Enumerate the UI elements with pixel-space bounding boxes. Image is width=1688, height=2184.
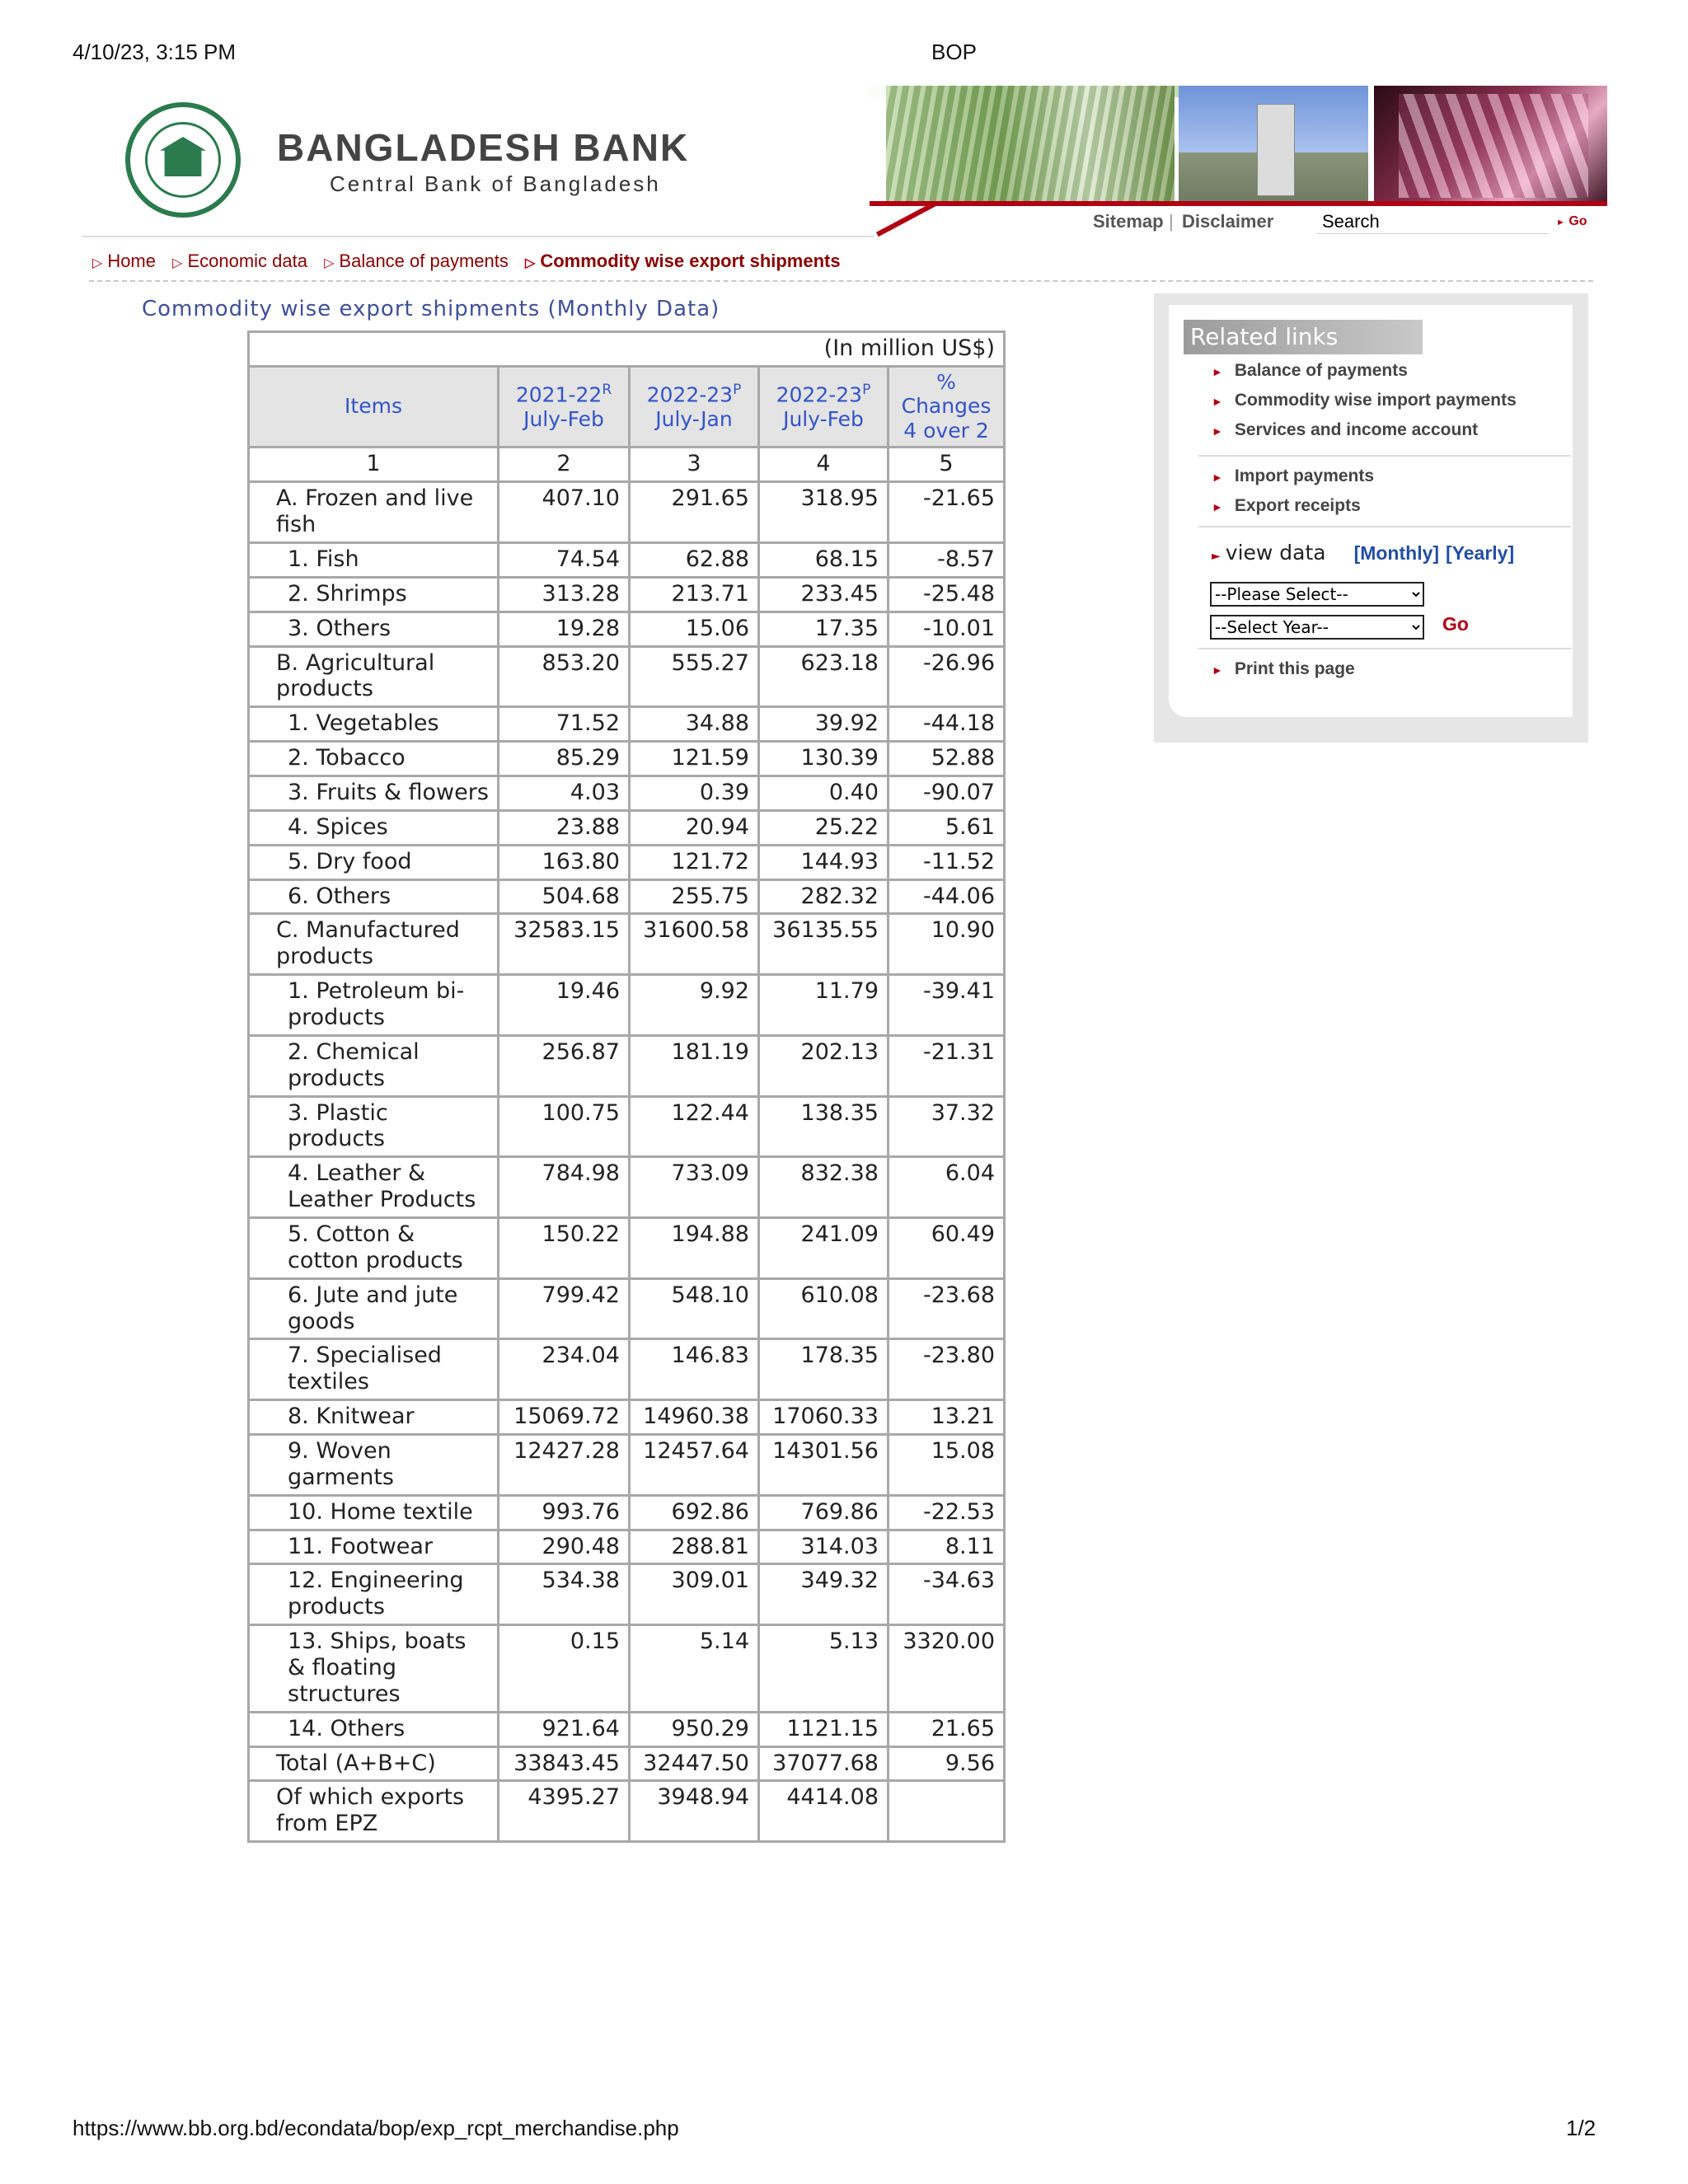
triangle-right-icon: ▷ [324, 256, 335, 270]
row-value: 194.88 [630, 1217, 759, 1278]
row-value: 62.88 [630, 542, 759, 577]
row-item-label: 8. Knitwear [249, 1400, 499, 1435]
table-row [249, 1035, 1005, 1096]
triangle-right-icon: ► [1212, 424, 1223, 438]
table-row [249, 845, 1005, 879]
print-page-number: 1/2 [1566, 2116, 1597, 2140]
row-value: 19.46 [499, 975, 630, 1036]
row-value: 0.15 [499, 1625, 630, 1713]
row-value: 555.27 [630, 646, 759, 707]
row-value: 832.38 [759, 1157, 889, 1218]
row-value: 993.76 [499, 1495, 630, 1530]
table-row [249, 646, 1005, 707]
year-select[interactable] [1210, 615, 1424, 640]
table-row [249, 1096, 1005, 1157]
row-value: 181.19 [630, 1035, 759, 1096]
row-value: -21.65 [889, 482, 1005, 543]
triangle-right-icon: ► [1212, 471, 1223, 484]
row-item-label: C. Manufactured products [249, 914, 499, 975]
row-item-label: 5. Dry food [249, 845, 499, 879]
col-number: 5 [889, 448, 1005, 482]
triangle-right-icon: ► [1212, 365, 1223, 378]
row-value: 150.22 [499, 1217, 630, 1278]
row-value [889, 1781, 1005, 1842]
row-value: -23.68 [889, 1278, 1005, 1339]
row-value: 12457.64 [630, 1435, 759, 1496]
row-value: 130.39 [759, 742, 889, 776]
row-item-label: 3. Others [249, 612, 499, 646]
row-value: 68.15 [759, 542, 889, 577]
table-row [249, 810, 1005, 845]
row-value: 623.18 [759, 646, 889, 707]
row-value: 12427.28 [499, 1435, 630, 1496]
row-value: 241.09 [759, 1217, 889, 1278]
table-row [249, 1278, 1005, 1339]
row-value: 5.14 [630, 1625, 759, 1713]
row-value: 9.56 [889, 1746, 1005, 1781]
row-value: 25.22 [759, 810, 889, 845]
table-row [249, 1495, 1005, 1530]
row-value: 71.52 [499, 707, 630, 742]
row-value: 3948.94 [630, 1781, 759, 1842]
row-value: 799.42 [499, 1278, 630, 1339]
row-value: 9.92 [630, 975, 759, 1036]
export-shipments-table [247, 330, 1006, 1843]
row-value: 17.35 [759, 612, 889, 646]
header-row [249, 366, 1005, 448]
row-value: 291.65 [630, 482, 759, 543]
row-value: -10.01 [889, 612, 1005, 646]
row-value: 19.28 [499, 612, 630, 646]
row-value: 0.40 [759, 776, 889, 810]
row-value: 233.45 [759, 577, 889, 612]
table-row [249, 1435, 1005, 1496]
row-value: 74.54 [499, 542, 630, 577]
row-item-label: 5. Cotton & cotton products [249, 1217, 499, 1278]
row-value: 37077.68 [759, 1746, 889, 1781]
currency-notes-photo [1374, 86, 1607, 206]
row-item-label: 2. Tobacco [249, 742, 499, 776]
row-value: 100.75 [499, 1096, 630, 1157]
row-value: 282.32 [759, 879, 889, 914]
search-input[interactable] [1317, 209, 1548, 234]
row-value: 32447.50 [630, 1746, 759, 1781]
row-value: 202.13 [759, 1035, 889, 1096]
related-links-panel [1154, 293, 1588, 743]
row-item-label: 11. Footwear [249, 1530, 499, 1564]
row-value: 121.72 [630, 845, 759, 879]
row-value: 5.13 [759, 1625, 889, 1713]
row-value: -90.07 [889, 776, 1005, 810]
table-row [249, 707, 1005, 742]
row-item-label: 4. Leather & Leather Products [249, 1157, 499, 1218]
row-value: 121.59 [630, 742, 759, 776]
row-value: 784.98 [499, 1157, 630, 1218]
col-number: 3 [630, 448, 759, 482]
row-value: -21.31 [889, 1035, 1005, 1096]
print-page-link[interactable]: ► Print this page [1212, 659, 1355, 678]
row-value: 144.93 [759, 845, 889, 879]
table-row [249, 1217, 1005, 1278]
table-row [249, 1530, 1005, 1564]
row-value: 11.79 [759, 975, 889, 1036]
table-row [249, 577, 1005, 612]
row-value: -23.80 [889, 1339, 1005, 1400]
row-item-label: 9. Woven garments [249, 1435, 499, 1496]
row-item-label: 1. Vegetables [249, 707, 499, 742]
row-value: 4.03 [499, 776, 630, 810]
row-item-label: 10. Home textile [249, 1495, 499, 1530]
row-item-label: 2. Shrimps [249, 577, 499, 612]
row-item-label: 6. Jute and jute goods [249, 1278, 499, 1339]
breadcrumb-economic-data[interactable]: ▷ Economic data [172, 251, 307, 271]
yearly-link[interactable]: [Yearly] [1446, 542, 1515, 564]
search-go-button[interactable]: ► Go [1556, 214, 1587, 228]
link-export-receipts[interactable]: ► Export receipts [1212, 496, 1361, 515]
row-value: 0.39 [630, 776, 759, 810]
site-tagline: Central Bank of Bangladesh [330, 171, 661, 196]
arrow-right-icon: ► [1556, 218, 1565, 227]
row-value: 36135.55 [759, 914, 889, 975]
row-value: 234.04 [499, 1339, 630, 1400]
row-value: 6.04 [889, 1157, 1005, 1218]
print-title: BOP [931, 40, 977, 64]
row-item-label: A. Frozen and live fish [249, 482, 499, 543]
row-value: -39.41 [889, 975, 1005, 1036]
table-row [249, 1400, 1005, 1435]
related-links-title: Related links [1184, 320, 1423, 354]
util-divider: | [1169, 211, 1174, 232]
table-row [249, 482, 1005, 543]
row-item-label: 13. Ships, boats & floating structures [249, 1625, 499, 1713]
related-links-group2 [1212, 466, 1374, 526]
row-item-label: Of which exports from EPZ [249, 1781, 499, 1842]
row-value: 15.06 [630, 612, 759, 646]
row-value: -44.18 [889, 707, 1005, 742]
row-value: 10.90 [889, 914, 1005, 975]
table-row [249, 879, 1005, 914]
header-col4: $2022-23^P$ July-Feb [759, 366, 889, 448]
row-value: 23.88 [499, 810, 630, 845]
table-row [249, 914, 1005, 975]
site-name: BANGLADESH BANK [277, 126, 690, 169]
breadcrumb-balance-of-payments[interactable]: ▷ Balance of payments [324, 251, 509, 271]
row-value: 504.68 [499, 879, 630, 914]
table-row [249, 776, 1005, 810]
table-row [249, 1746, 1005, 1781]
row-value: 39.92 [759, 707, 889, 742]
col-number: 4 [759, 448, 889, 482]
row-value: 5.61 [889, 810, 1005, 845]
triangle-right-icon: ► [1212, 500, 1223, 513]
row-value: 349.32 [759, 1564, 889, 1625]
row-value: 290.48 [499, 1530, 630, 1564]
row-value: 318.95 [759, 482, 889, 543]
row-value: -22.53 [889, 1495, 1005, 1530]
row-value: 548.10 [630, 1278, 759, 1339]
triangle-right-icon: ▷ [525, 256, 536, 270]
row-item-label: 1. Fish [249, 542, 499, 577]
row-value: 4395.27 [499, 1781, 630, 1842]
row-value: 288.81 [630, 1530, 759, 1564]
row-value: 309.01 [630, 1564, 759, 1625]
row-item-label: 7. Specialised textiles [249, 1339, 499, 1400]
row-item-label: 6. Others [249, 879, 499, 914]
row-value: -25.48 [889, 577, 1005, 612]
table-row [249, 1712, 1005, 1746]
triangle-right-icon: ► [1212, 550, 1221, 563]
row-value: -8.57 [889, 542, 1005, 577]
row-item-label: 1. Petroleum bi-products [249, 975, 499, 1036]
triangle-right-icon: ▷ [172, 256, 183, 270]
row-value: 31600.58 [630, 914, 759, 975]
row-value: 34.88 [630, 707, 759, 742]
row-value: 15.08 [889, 1435, 1005, 1496]
row-value: 32583.15 [499, 914, 630, 975]
row-value: 37.32 [889, 1096, 1005, 1157]
row-item-label: Total (A+B+C) [249, 1746, 499, 1781]
row-value: 4414.08 [759, 1781, 889, 1842]
link-import-payments[interactable]: ► Import payments [1212, 466, 1375, 485]
row-item-label: 2. Chemical products [249, 1035, 499, 1096]
row-value: 21.65 [889, 1712, 1005, 1746]
row-value: 13.21 [889, 1400, 1005, 1435]
row-value: 314.03 [759, 1530, 889, 1564]
row-value: 15069.72 [499, 1400, 630, 1435]
row-value: 17060.33 [759, 1400, 889, 1435]
row-value: 20.94 [630, 810, 759, 845]
view-data-row: ► view data [Monthly] [Yearly] [1212, 541, 1515, 565]
row-value: 163.80 [499, 845, 630, 879]
bank-building-photo [1179, 86, 1368, 206]
row-value: 60.49 [889, 1217, 1005, 1278]
row-value: 33843.45 [499, 1746, 630, 1781]
row-value: -26.96 [889, 646, 1005, 707]
row-value: 733.09 [630, 1157, 759, 1218]
row-value: 1121.15 [759, 1712, 889, 1746]
col-number: 1 [249, 448, 499, 482]
table-row [249, 1564, 1005, 1625]
table-row [249, 1157, 1005, 1218]
banner-photos [787, 86, 1607, 206]
print-datetime: 4/10/23, 3:15 PM [73, 40, 237, 64]
row-item-label: 14. Others [249, 1712, 499, 1746]
related-links-group1 [1212, 361, 1517, 450]
table-row [249, 1781, 1005, 1842]
table-row [249, 1625, 1005, 1713]
row-value: 14960.38 [630, 1400, 759, 1435]
month-select[interactable] [1210, 582, 1424, 607]
table-row [249, 975, 1005, 1036]
breadcrumb [92, 251, 852, 272]
link-balance-of-payments[interactable]: ► Balance of payments [1212, 361, 1408, 380]
row-value: 853.20 [499, 646, 630, 707]
unit-row [249, 332, 1005, 367]
row-value: 146.83 [630, 1339, 759, 1400]
monthly-link[interactable]: [Monthly] [1353, 542, 1440, 564]
rice-field-photo [886, 86, 1175, 206]
row-value: 256.87 [499, 1035, 630, 1096]
bangladesh-bank-logo[interactable] [125, 102, 241, 218]
row-value: -34.63 [889, 1564, 1005, 1625]
table-row [249, 612, 1005, 646]
triangle-right-icon: ▷ [92, 256, 103, 270]
link-services-income-account[interactable]: ► Services and income account [1212, 420, 1479, 439]
row-value: 52.88 [889, 742, 1005, 776]
table-row [249, 742, 1005, 776]
header-items: Items [249, 366, 499, 448]
row-value: 14301.56 [759, 1435, 889, 1496]
row-value: 213.71 [630, 577, 759, 612]
row-value: 407.10 [499, 482, 630, 543]
link-commodity-import-payments[interactable]: ► Commodity wise import payments [1212, 391, 1517, 410]
row-item-label: 4. Spices [249, 810, 499, 845]
print-url: https://www.bb.org.bd/econdata/bop/exp_rcpt_merchandise.php [73, 2116, 679, 2140]
divider [89, 280, 1593, 282]
row-value: -11.52 [889, 845, 1005, 879]
col-number: 2 [499, 448, 630, 482]
triangle-right-icon: ► [1212, 663, 1223, 677]
row-value: -44.06 [889, 879, 1005, 914]
table-row [249, 1339, 1005, 1400]
row-value: 313.28 [499, 577, 630, 612]
row-value: 8.11 [889, 1530, 1005, 1564]
header-col5: % Changes 4 over 2 [889, 366, 1005, 448]
breadcrumb-home[interactable]: ▷ Home [92, 251, 156, 271]
disclaimer-link[interactable]: Disclaimer [1182, 211, 1274, 232]
row-value: 85.29 [499, 742, 630, 776]
table-row [249, 542, 1005, 577]
header-col3: $2022-23^P$ July-Jan [630, 366, 759, 448]
triangle-right-icon: ► [1212, 395, 1223, 408]
row-value: 692.86 [630, 1495, 759, 1530]
header-col2: $2021-22^R$ July-Feb [499, 366, 630, 448]
row-value: 255.75 [630, 879, 759, 914]
view-data-go-button[interactable]: Go [1442, 613, 1469, 635]
row-value: 610.08 [759, 1278, 889, 1339]
column-number-row [249, 448, 1005, 482]
row-value: 178.35 [759, 1339, 889, 1400]
row-value: 950.29 [630, 1712, 759, 1746]
row-value: 534.38 [499, 1564, 630, 1625]
row-item-label: 3. Plastic products [249, 1096, 499, 1157]
row-value: 3320.00 [889, 1625, 1005, 1713]
row-value: 122.44 [630, 1096, 759, 1157]
breadcrumb-current: ▷ Commodity wise export shipments [525, 251, 841, 271]
row-value: 769.86 [759, 1495, 889, 1530]
row-item-label: 3. Fruits & flowers [249, 776, 499, 810]
row-item-label: 12. Engineering products [249, 1564, 499, 1625]
row-value: 138.35 [759, 1096, 889, 1157]
unit-label: (In million US$) [249, 332, 1005, 367]
sitemap-link[interactable]: Sitemap [1093, 211, 1164, 232]
row-value: 921.64 [499, 1712, 630, 1746]
row-item-label: B. Agricultural products [249, 646, 499, 707]
page-title: Commodity wise export shipments (Monthly Data) [142, 297, 720, 321]
